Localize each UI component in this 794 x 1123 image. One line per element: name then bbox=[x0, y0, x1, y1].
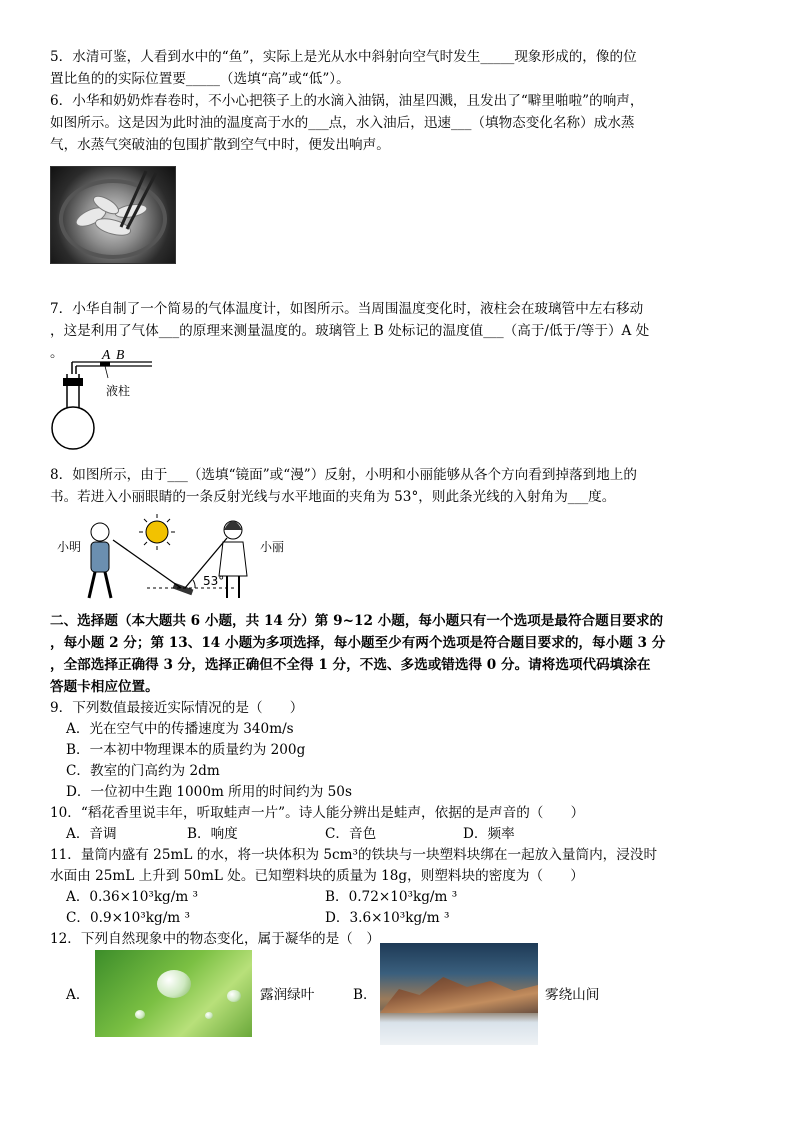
q12-option-b-label: B． bbox=[353, 987, 377, 1003]
foggy-mountain-photo bbox=[380, 943, 538, 1045]
gas-thermometer-figure bbox=[48, 348, 158, 452]
reflection-figure bbox=[55, 510, 305, 610]
q11-option-c: C．0.9×10³kg/m ³ bbox=[66, 910, 190, 926]
angle-label: 53° bbox=[203, 574, 225, 588]
liquid-column-label: 液柱 bbox=[106, 384, 131, 398]
q12-option-b-caption: 雾绕山间 bbox=[545, 987, 600, 1003]
q11-line2: 水面由 25mL 上升到 50mL 处。已知塑料块的质量为 18g，则塑料块的密度为（ ） bbox=[50, 868, 584, 884]
label-xiaoli: 小丽 bbox=[260, 540, 285, 554]
q9-option-a: A．光在空气中的传播速度为 340m/s bbox=[66, 721, 294, 737]
q6-line2: 如图所示。这是因为此时油的温度高于水的___点，水入油后，迅速___（填物态变化名称）成水蒸 bbox=[50, 115, 635, 131]
q11-option-a: A．0.36×10³kg/m ³ bbox=[66, 889, 198, 905]
q10-stem: 10．“稻花香里说丰年，听取蛙声一片”。诗人能分辨出是蛙声，依据的是声音的（ ） bbox=[50, 805, 585, 821]
q6-line3: 气，水蒸气突破油的包围扩散到空气中时，便发出响声。 bbox=[50, 137, 390, 153]
q7-line2: ，这是利用了气体___的原理来测量温度的。玻璃管上 B 处标记的温度值___（高于/低于/等于）A 处 bbox=[50, 323, 650, 339]
section2-line2: ，每小题 2 分；第 13、14 小题为多项选择，每小题至少有两个选项是符合题目要求的，每小题 3 分 bbox=[50, 635, 666, 651]
label-xiaoming: 小明 bbox=[57, 540, 82, 554]
label-b: B bbox=[116, 347, 125, 362]
frying-pan-photo bbox=[50, 166, 176, 264]
q12-option-a-label: A． bbox=[66, 987, 90, 1003]
q10-option-c: C．音色 bbox=[325, 826, 377, 842]
q9-option-c: C．教室的门高约为 2dm bbox=[66, 763, 220, 779]
q9-option-d: D．一位初中生跑 1000m 所用的时间约为 50s bbox=[66, 784, 352, 800]
dew-leaf-photo bbox=[95, 950, 252, 1037]
q8-line1: 8．如图所示，由于___（选填“镜面”或“漫”）反射，小明和小丽能够从各个方向看到掉落到地上的 bbox=[50, 467, 637, 483]
label-a: A bbox=[102, 347, 111, 362]
q10-option-a: A．音调 bbox=[66, 826, 117, 842]
section2-line1: 二、选择题（本大题共 6 小题，共 14 分）第 9~12 小题，每小题只有一个选项是最符合题目要求的 bbox=[50, 613, 664, 629]
q5-line1: 5．水清可鉴，人看到水中的“鱼”，实际上是光从水中斜射向空气时发生_____现象形成的，像的位 bbox=[50, 49, 637, 65]
q11-line1: 11．量筒内盛有 25mL 的水，将一块体积为 5cm³的铁块与一块塑料块绑在一起放入量筒内，浸没时 bbox=[50, 847, 658, 863]
q9-stem: 9．下列数值最接近实际情况的是（ ） bbox=[50, 700, 304, 716]
q9-option-b: B．一本初中物理课本的质量约为 200g bbox=[66, 742, 306, 758]
section2-line3: ，全部选择正确得 3 分，选择正确但不全得 1 分，不选、多选或错选得 0 分。请将选项代码填涂在 bbox=[50, 657, 651, 673]
q7-line3: 。 bbox=[50, 345, 64, 361]
q11-option-d: D．3.6×10³kg/m ³ bbox=[325, 910, 450, 926]
q10-option-d: D．频率 bbox=[463, 826, 515, 842]
q11-option-b: B．0.72×10³kg/m ³ bbox=[325, 889, 458, 905]
q5-line2: 置比鱼的的实际位置要_____（选填“高”或“低”）。 bbox=[50, 71, 350, 87]
q12-stem: 12．下列自然现象中的物态变化，属于凝华的是（ ） bbox=[50, 931, 380, 947]
section2-line4: 答题卡相应位置。 bbox=[50, 679, 159, 695]
q6-line1: 6．小华和奶奶炸春卷时，不小心把筷子上的水滴入油锅，油星四溅，且发出了“噼里啪啦”的响声， bbox=[50, 93, 644, 109]
q8-line2: 书。若进入小丽眼睛的一条反射光线与水平地面的夹角为 53°，则此条光线的入射角为___度。 bbox=[50, 489, 616, 505]
q7-line1: 7．小华自制了一个简易的气体温度计，如图所示。当周围温度变化时，液柱会在玻璃管中左右移动 bbox=[50, 301, 644, 317]
q10-option-b: B．响度 bbox=[187, 826, 238, 842]
q12-option-a-caption: 露润绿叶 bbox=[260, 987, 315, 1003]
